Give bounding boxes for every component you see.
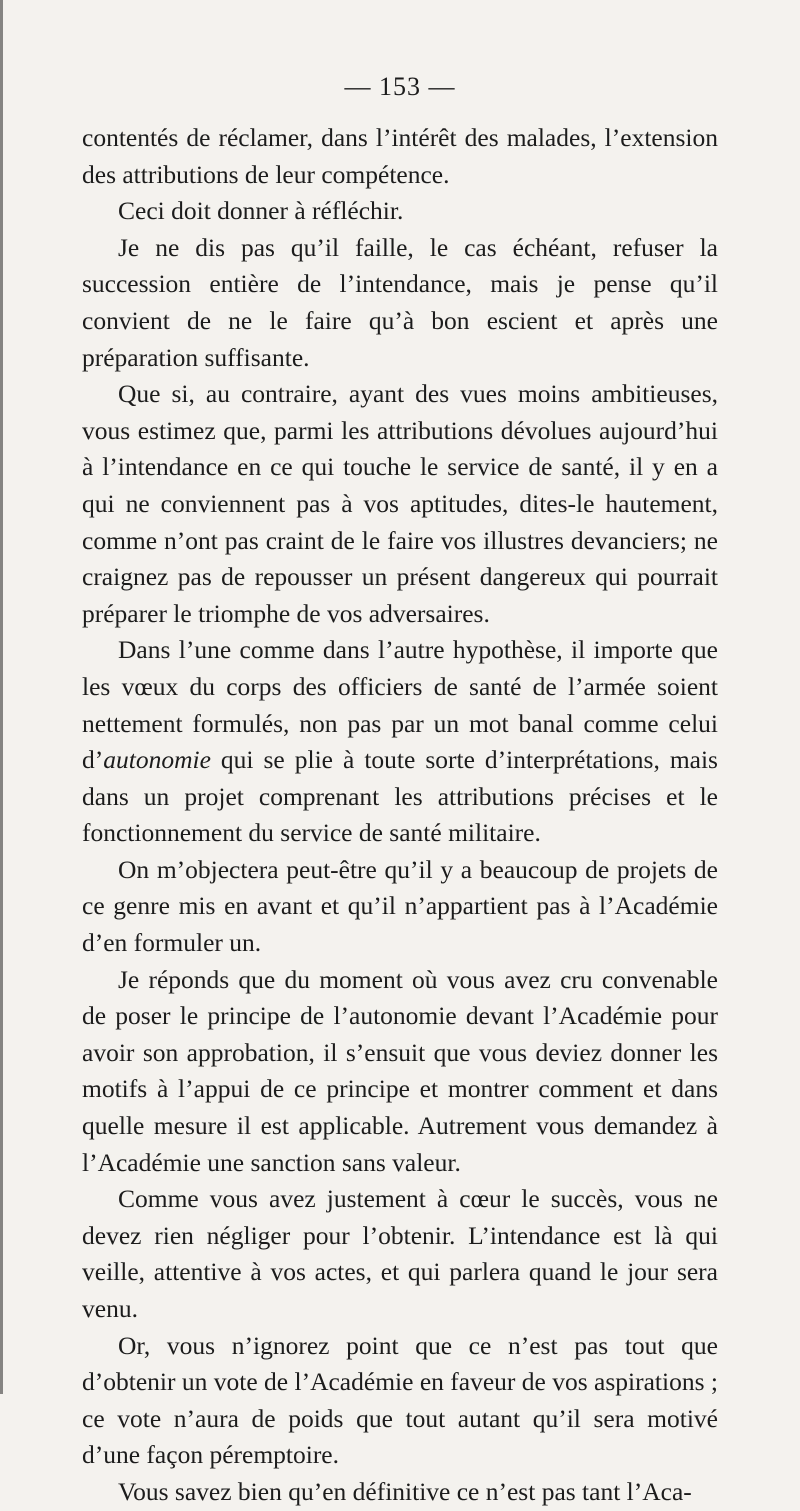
- paragraph-continuation: contentés de réclamer, dans l’intérêt des malades, l’extension des attributions de leur compétence.: [82, 123, 718, 189]
- paragraph: On m’objectera peut-être qu’il y a beaucoup de projets de ce genre mis en avant et qu’il n’appartient pas à l’Académie d’en formuler un.: [82, 854, 718, 958]
- paragraph-text: Dans l’une comme dans l’autre hypothèse, il importe que les vœux du corps des officiers de santé de l’armée soient nettement formulés, non pas par un mot banal comme celui d’: [82, 635, 718, 775]
- paragraph-text: qui se plie à toute sorte d’interprétations, mais dans un projet comprenant les attributions précises et le fonctionnement du service de santé militaire.: [82, 745, 718, 848]
- page-body-text: [82, 120, 718, 1511]
- paragraph: Je ne dis pas qu’il faille, le cas échéant, refuser la succession entière de l’intendance, mais je pense qu’il convient de ne le faire qu’à bon escient et après une préparation suffisante.: [82, 232, 718, 372]
- paragraph: Ceci doit donner à réfléchir.: [118, 196, 404, 226]
- paragraph: Comme vous avez justement à cœur le succès, vous ne devez rien négliger pour l’obtenir. L’intendance est là qui veille, attentive à vos actes, et qui parlera quand le jour sera venu.: [82, 1184, 718, 1323]
- page-number: — 153 —: [344, 72, 456, 101]
- page-binding-edge: [0, 0, 3, 1394]
- paragraph: Vous savez bien qu’en définitive ce n’est pas tant l’Aca-: [118, 1476, 692, 1506]
- paragraph: Or, vous n’ignorez point que ce n’est pas tout que d’obtenir un vote de l’Académie en faveur de vos aspirations ; ce vote n’aura de poids que tout autant qu’il sera motivé d’une façon péremptoire.: [82, 1330, 718, 1470]
- paragraph: [82, 632, 718, 852]
- emphasized-word: autonomie: [103, 745, 211, 775]
- paragraph: Je réponds que du moment où vous avez cru convenable de poser le principe de l’autonomie devant l’Académie pour avoir son approbation, il s’ensuit que vous deviez donner les motifs à l’appui de ce principe et montrer comment et dans quelle mesure il est applicable. Autrement vous demandez à l’Académie une sanction sans valeur.: [82, 964, 718, 1177]
- paragraph: Que si, au contraire, ayant des vues moins ambitieuses, vous estimez que, parmi les attributions dévolues aujourd’hui à l’intendance en ce qui touche le service de santé, il y en a qui ne conviennent pas à vos aptitudes, dites-le hautement, comme n’ont pas craint de le faire vos illustres devanciers; ne craignez pas de repousser un présent dangereux qui pourrait préparer le triomphe de vos adversaires.: [82, 379, 718, 628]
